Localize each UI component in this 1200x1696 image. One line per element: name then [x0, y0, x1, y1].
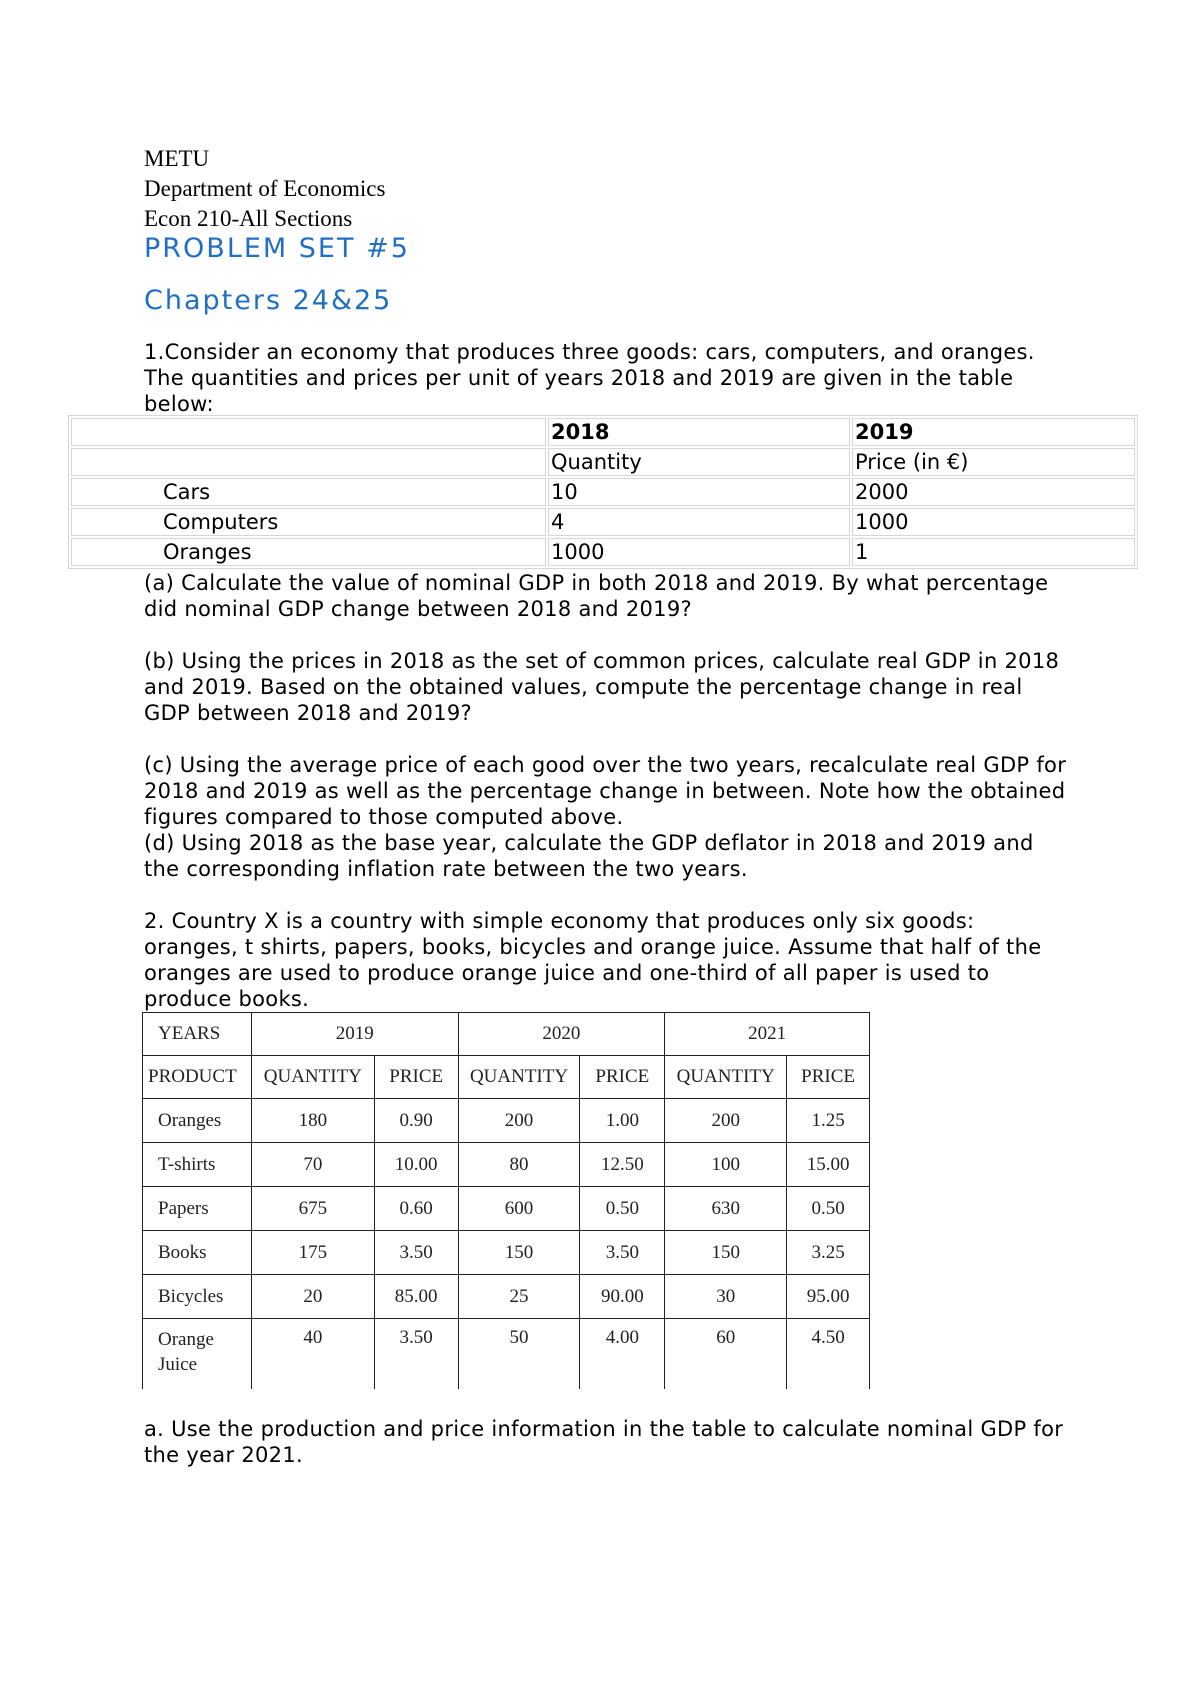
- question-1b-text: (b) Using the prices in 2018 as the set of common prices, calculate real GDP in 2018 and 2019. Based on the obtained values, compute the percentage change in real GDP between 2018 and 2019?: [144, 649, 1060, 725]
- table-row-column-headers: [143, 1056, 870, 1099]
- table-cell: 3.50: [374, 1319, 458, 1390]
- table-cell: 100: [665, 1143, 787, 1187]
- table-cell: 2000: [852, 478, 1135, 506]
- year-2021-header: 2021: [665, 1013, 870, 1056]
- table-cell: 150: [665, 1231, 787, 1275]
- question-1c: [144, 752, 1074, 830]
- table-cell: 50: [458, 1319, 580, 1390]
- quantity-header: QUANTITY: [251, 1056, 374, 1099]
- header-line-university: METU: [144, 146, 210, 171]
- gdp-table-2: [142, 1012, 870, 1389]
- table-row-years: [143, 1013, 870, 1056]
- table-cell: 1000: [852, 508, 1135, 536]
- table-cell-good: Oranges: [71, 538, 546, 566]
- table-row: [143, 1319, 870, 1390]
- table-cell: 0.50: [787, 1187, 870, 1231]
- table-cell: 85.00: [374, 1275, 458, 1319]
- table-cell: 95.00: [787, 1275, 870, 1319]
- table-header-2018: 2018: [548, 418, 850, 446]
- gdp-table-1: [68, 415, 1138, 569]
- table-row: [71, 448, 1135, 476]
- table-header-2019: 2019: [852, 418, 1135, 446]
- table-cell: 150: [458, 1231, 580, 1275]
- table-cell: 1000: [548, 538, 850, 566]
- price-header: PRICE: [580, 1056, 665, 1099]
- question-2a: [144, 1416, 1074, 1468]
- question-1b: [144, 648, 1074, 726]
- header-line-course: Econ 210-All Sections: [144, 206, 353, 231]
- table-subheader-quantity: Quantity: [548, 448, 850, 476]
- table-cell: 80: [458, 1143, 580, 1187]
- product-label: PRODUCT: [143, 1056, 252, 1099]
- table-cell: 0.60: [374, 1187, 458, 1231]
- question-2-intro-text: 2. Country X is a country with simple economy that produces only six goods: oranges, t shirts, papers, books, bicycles and orange juice. Assume that half of the oranges are used to produce orange juice and one-third of all paper is used to produce books.: [144, 909, 1042, 1011]
- table-row: [143, 1099, 870, 1143]
- question-1d-text: (d) Using 2018 as the base year, calculate the GDP deflator in 2018 and 2019 and the corresponding inflation rate between the two years.: [144, 831, 1034, 881]
- table-cell: 30: [665, 1275, 787, 1319]
- chapters-subtitle: Chapters 24&25: [144, 285, 393, 316]
- question-2a-text: a. Use the production and price information in the table to calculate nominal GDP for the year 2021.: [144, 1417, 1064, 1467]
- table-cell: 60: [665, 1319, 787, 1390]
- problem-set-title: PROBLEM SET #5: [144, 233, 410, 264]
- product-name: Books: [143, 1231, 252, 1275]
- product-name: [143, 1319, 252, 1390]
- table-row: [143, 1275, 870, 1319]
- table-cell: 0.90: [374, 1099, 458, 1143]
- table-cell: 4.00: [580, 1319, 665, 1390]
- product-name: T-shirts: [143, 1143, 252, 1187]
- table-subheader-price: Price (in €): [852, 448, 1135, 476]
- year-2020-header: 2020: [458, 1013, 665, 1056]
- table-cell-good: Computers: [71, 508, 546, 536]
- table-cell: 0.50: [580, 1187, 665, 1231]
- table-cell: 1.25: [787, 1099, 870, 1143]
- table-cell: 10.00: [374, 1143, 458, 1187]
- question-1-intro-text: 1.Consider an economy that produces three goods: cars, computers, and oranges. The quantities and prices per unit of years 2018 and 2019 are given in the table below:: [144, 340, 1035, 416]
- product-name: Bicycles: [143, 1275, 252, 1319]
- table-cell: 3.50: [580, 1231, 665, 1275]
- table-cell: 180: [251, 1099, 374, 1143]
- quantity-header: QUANTITY: [665, 1056, 787, 1099]
- year-2019-header: 2019: [251, 1013, 458, 1056]
- table-cell: 90.00: [580, 1275, 665, 1319]
- table-cell: 20: [251, 1275, 374, 1319]
- header-line-department: Department of Economics: [144, 176, 386, 201]
- table-cell: 70: [251, 1143, 374, 1187]
- table-row: [143, 1187, 870, 1231]
- product-name: Papers: [143, 1187, 252, 1231]
- quantity-header: QUANTITY: [458, 1056, 580, 1099]
- table-cell: 12.50: [580, 1143, 665, 1187]
- price-header: PRICE: [787, 1056, 870, 1099]
- table-row: [71, 478, 1135, 506]
- table-cell: 1: [852, 538, 1135, 566]
- table-cell: 200: [665, 1099, 787, 1143]
- table-row: [71, 508, 1135, 536]
- table-cell-good: Cars: [71, 478, 546, 506]
- table-cell: 25: [458, 1275, 580, 1319]
- question-1c-text: (c) Using the average price of each good over the two years, recalculate real GDP for 2018 and 2019 as well as the percentage change in between. Note how the obtained figures compared to those computed above.: [144, 753, 1067, 829]
- table-cell: 3.25: [787, 1231, 870, 1275]
- price-header: PRICE: [374, 1056, 458, 1099]
- table-cell: 630: [665, 1187, 787, 1231]
- table-cell: [71, 418, 546, 446]
- product-name-line1: Orange: [158, 1329, 214, 1350]
- table-cell: 4.50: [787, 1319, 870, 1390]
- question-1-intro: [144, 339, 1074, 417]
- table-row: [143, 1231, 870, 1275]
- table-cell: [71, 448, 546, 476]
- question-1a: [144, 570, 1074, 622]
- table-cell: 200: [458, 1099, 580, 1143]
- table-cell: 675: [251, 1187, 374, 1231]
- table-cell: 40: [251, 1319, 374, 1390]
- product-name-line2: Juice: [158, 1354, 198, 1375]
- product-name: Oranges: [143, 1099, 252, 1143]
- question-2-intro: [144, 908, 1074, 1012]
- table-row: [71, 538, 1135, 566]
- table-cell: 175: [251, 1231, 374, 1275]
- table-cell: 10: [548, 478, 850, 506]
- table-cell: 600: [458, 1187, 580, 1231]
- table-row: [143, 1143, 870, 1187]
- table-cell: 4: [548, 508, 850, 536]
- institution-header: [144, 144, 385, 234]
- years-label: YEARS: [143, 1013, 252, 1056]
- table-cell: 1.00: [580, 1099, 665, 1143]
- question-1a-text: (a) Calculate the value of nominal GDP in both 2018 and 2019. By what percentage did nominal GDP change between 2018 and 2019?: [144, 571, 1049, 621]
- question-1d: [144, 830, 1074, 882]
- table-row: [71, 418, 1135, 446]
- table-cell: 3.50: [374, 1231, 458, 1275]
- table-cell: 15.00: [787, 1143, 870, 1187]
